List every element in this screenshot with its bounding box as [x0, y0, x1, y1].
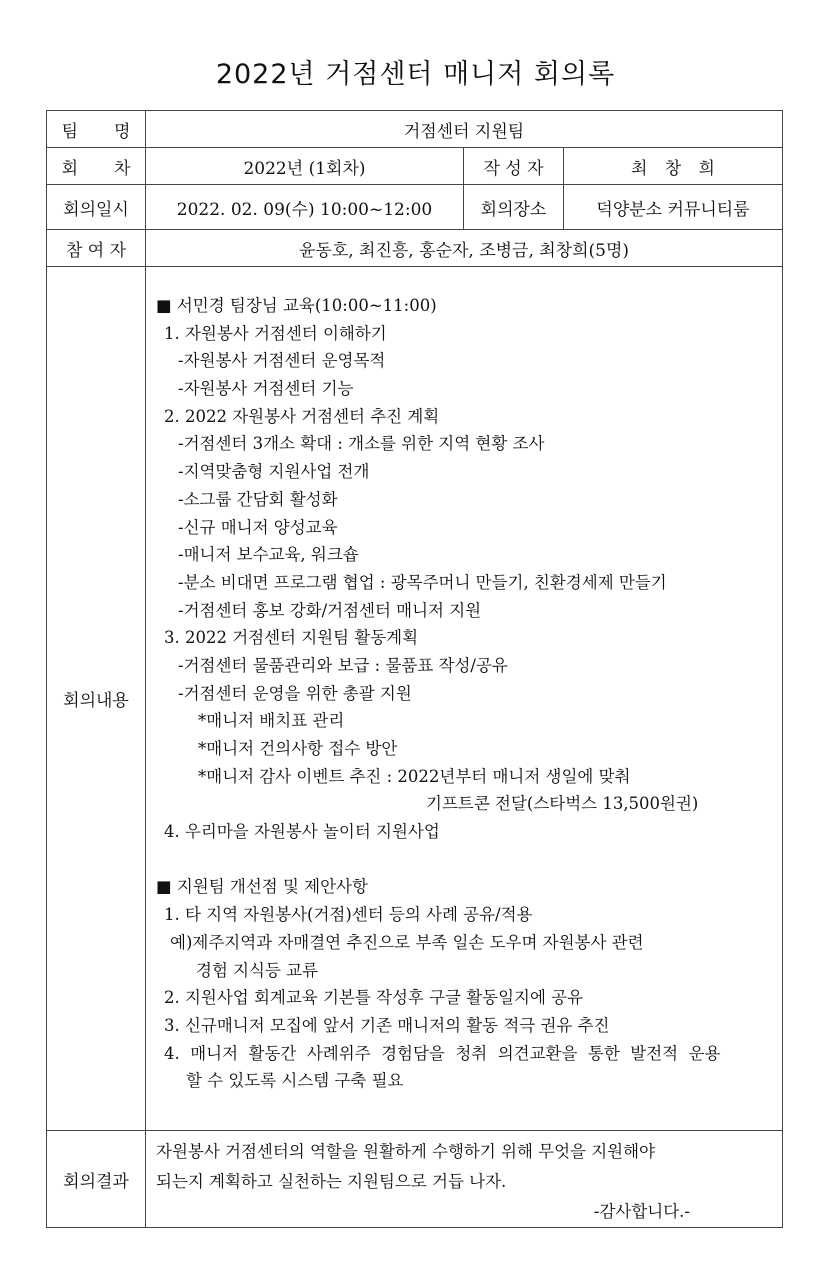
result-body: [146, 1131, 783, 1228]
row-datetime: [47, 185, 783, 230]
session-label: 회 차: [61, 158, 146, 179]
content-line: *매니저 건의사항 접수 방안: [198, 739, 398, 758]
attendees-value: 윤동호, 최진흥, 홍순자, 조병금, 최창희(5명): [146, 230, 783, 267]
content-line: *매니저 배치표 관리: [198, 711, 345, 731]
content-line: 4. 우리마을 자원봉사 놀이터 지원사업: [164, 822, 440, 842]
result-label: 회의결과: [47, 1131, 146, 1228]
content-line: -지역맞춤형 지원사업 전개: [178, 462, 370, 482]
content-line: -신규 매니저 양성교육: [178, 517, 338, 537]
content-line: 1. 타 지역 자원봉사(거점)센터 등의 사례 공유/적용: [164, 905, 533, 925]
content-line: -거점센터 운영을 위한 총괄 지원: [178, 683, 412, 703]
content-line: 경험 지식등 교류: [196, 960, 319, 980]
row-attendees: [47, 230, 783, 267]
content-line: *매니저 감사 이벤트 추진 : 2022년부터 매니저 생일에 맞춰: [198, 766, 631, 786]
content-line: 2. 2022 자원봉사 거점센터 추진 계획: [164, 406, 440, 426]
content-lines: [156, 292, 782, 1095]
content-line: 예)제주지역과 자매결연 추진으로 부족 일손 도우며 자원봉사 관련: [170, 932, 644, 952]
row-result: [47, 1131, 783, 1228]
content-line: 2. 지원사업 회계교육 기본틀 작성후 구글 활동일지에 공유: [164, 988, 584, 1008]
content-line: -자원봉사 거점센터 기능: [178, 379, 354, 399]
content-line: -거점센터 홍보 강화/거점센터 매니저 지원: [178, 600, 482, 620]
content-line: 3. 신규매니저 모집에 앞서 기존 매니저의 활동 적극 권유 추진: [164, 1015, 610, 1035]
row-team: [47, 111, 783, 148]
content-label: 회의내용: [47, 267, 146, 1131]
content-line: -소그룹 간담회 활성화: [178, 489, 338, 509]
writer-label: 작 성 자: [464, 148, 564, 185]
row-session: [47, 148, 783, 185]
content-line: -분소 비대면 프로그램 협업 : 광목주머니 만들기, 친환경세제 만들기: [178, 572, 667, 592]
content-line: 3. 2022 거점센터 지원팀 활동계획: [164, 628, 419, 648]
result-line: 되는지 계획하고 실천하는 지원팀으로 거듭 나자.: [156, 1172, 507, 1191]
document-title: 2022년 거점센터 매니저 회의록: [215, 59, 616, 90]
writer-value-cell: [564, 148, 783, 185]
content-line: -자원봉사 거점센터 운영목적: [178, 351, 386, 371]
team-value: 거점센터 지원팀: [146, 111, 783, 148]
content-line: ■ 서민경 팀장님 교육(10:00~11:00): [156, 296, 437, 315]
content-line: 기프트콘 전달(스타벅스 13,500원권): [426, 794, 699, 814]
place-label: 회의장소: [464, 185, 564, 230]
team-label-cell: [47, 111, 146, 148]
writer-value: 최 창 희: [631, 158, 721, 179]
result-line: 자원봉사 거점센터의 역할을 원활하게 수행하기 위해 무엇을 지원해야: [156, 1142, 655, 1161]
content-line: 할 수 있도록 시스템 구축 필요: [186, 1071, 404, 1091]
team-label: 팀 명: [61, 121, 146, 142]
content-line: ■ 지원팀 개선점 및 제안사항: [156, 877, 368, 897]
content-line: -거점센터 3개소 확대 : 개소를 위한 지역 현황 조사: [178, 434, 545, 454]
row-content: [47, 267, 783, 1131]
datetime-value: 2022. 02. 09(수) 10:00~12:00: [146, 185, 464, 230]
content-line: 1. 자원봉사 거점센터 이해하기: [164, 323, 387, 343]
content-line: 4. 매니저 활동간 사례위주 경험담을 청취 의견교환을 통한 발전적 운용: [164, 1043, 721, 1063]
minutes-table: [46, 110, 783, 1228]
content-body: [146, 267, 783, 1131]
content-line: -매니저 보수교육, 워크숍: [178, 545, 359, 565]
result-closing: -감사합니다.-: [593, 1202, 690, 1221]
datetime-label: 회의일시: [47, 185, 146, 230]
session-value: 2022년 (1회차): [146, 148, 464, 185]
session-label-cell: [47, 148, 146, 185]
content-spacer: [156, 846, 782, 874]
place-value: 덕양분소 커뮤니티룸: [564, 185, 783, 230]
content-line: -거점센터 물품관리와 보급 : 물품표 작성/공유: [178, 655, 508, 675]
attendees-label: 참 여 자: [47, 230, 146, 267]
